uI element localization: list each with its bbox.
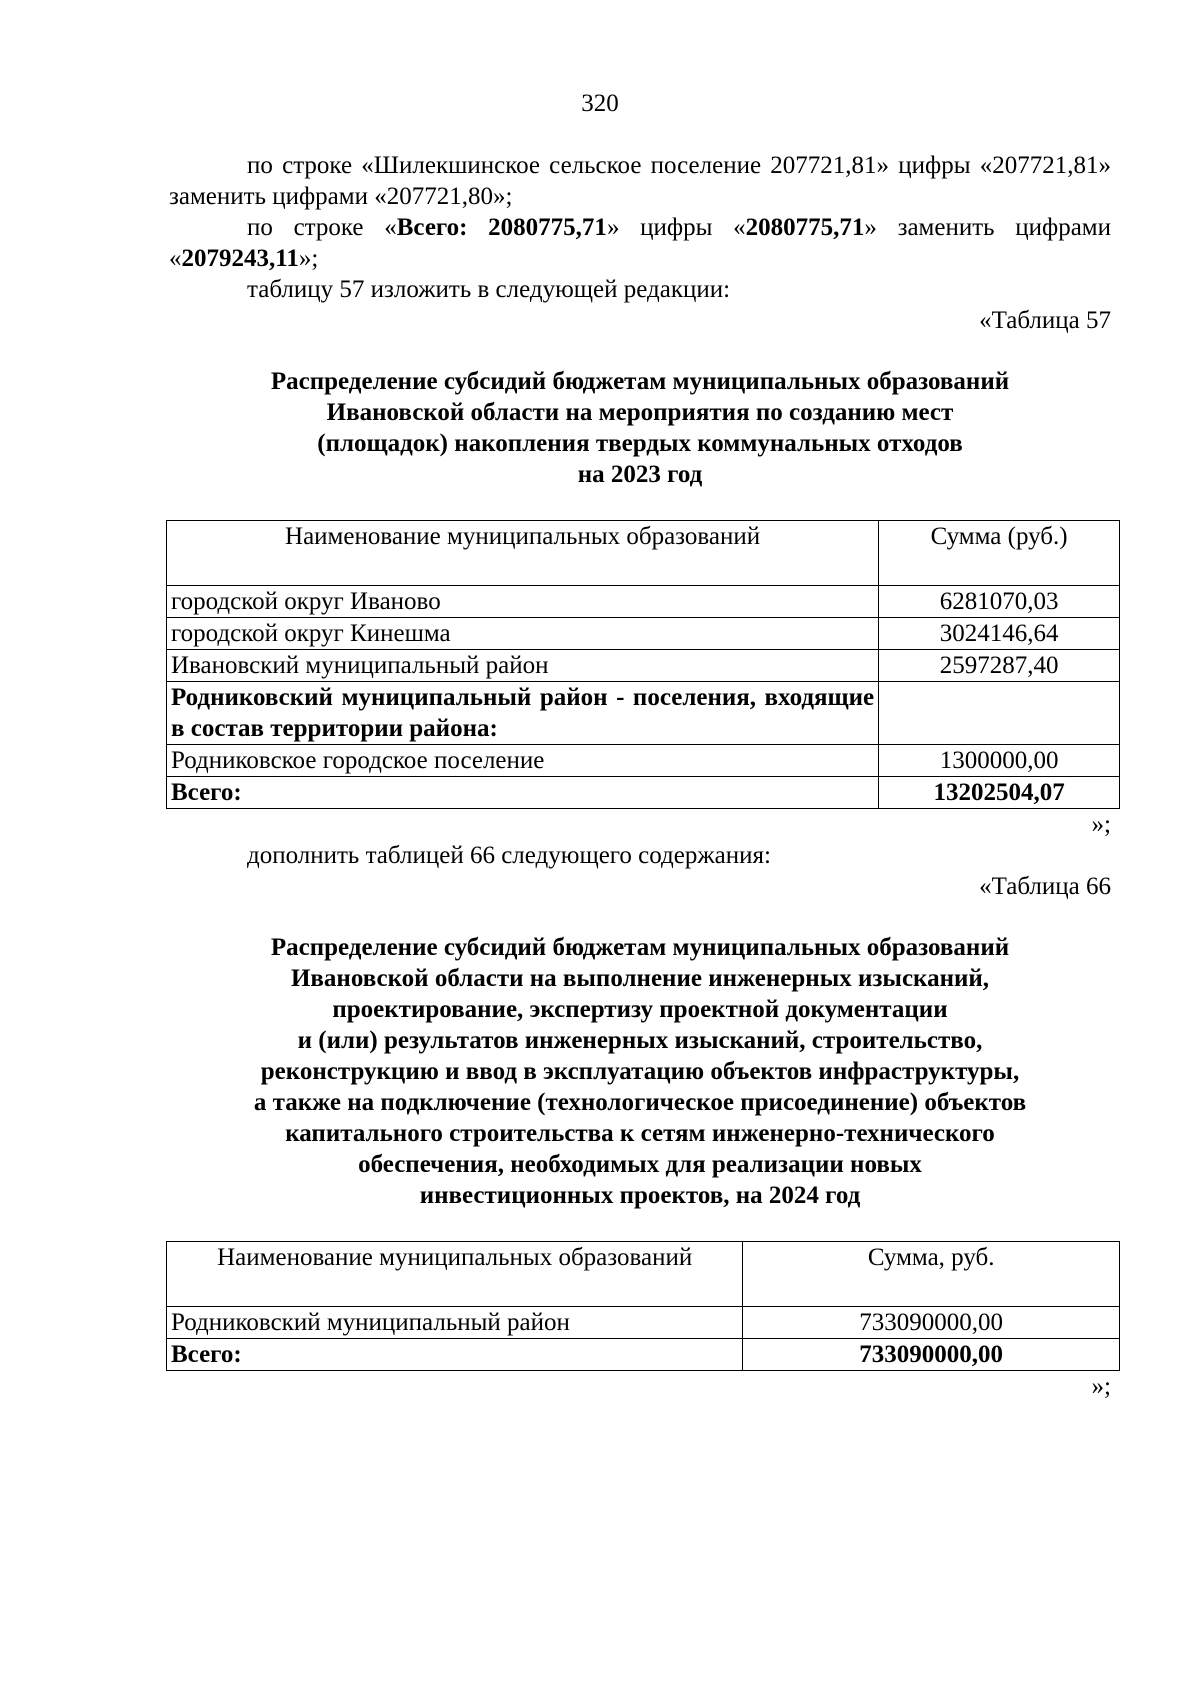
row-name: Ивановский муниципальный район (167, 650, 879, 682)
row-sum (879, 682, 1120, 745)
table-header-row (167, 521, 1120, 586)
paragraph-shilekshinskoe: по строке «Шилекшинское сельское поселение 207721,81» цифры «207721,81» заменить цифрами «207721,80»; (169, 152, 1111, 210)
total-sum: 13202504,07 (879, 777, 1120, 809)
bold-total-old: Всего: 2080775,71 (396, 214, 607, 241)
table66-closing: »; (1091, 1373, 1111, 1400)
row-name: Родниковский муниципальный район - поселения, входящие в состав территории района: (167, 682, 879, 745)
row-sum: 733090000,00 (743, 1307, 1120, 1339)
title-line: инвестиционных проектов, на 2024 год (419, 1182, 861, 1209)
table66-label: «Таблица 66 (979, 873, 1111, 900)
table-total-row (167, 1339, 1120, 1371)
title-line: а также на подключение (технологическое присоединение) объектов (253, 1089, 1027, 1116)
paragraph-table57-intro: таблицу 57 изложить в следующей редакции: (247, 276, 731, 303)
row-name: Родниковский муниципальный район (167, 1307, 743, 1339)
title-line: и (или) результатов инженерных изысканий, строительство, (297, 1027, 983, 1054)
table-row (167, 650, 1120, 682)
title-line: капитального строительства к сетям инженерно-технического (285, 1120, 995, 1147)
page-number: 320 (581, 90, 619, 117)
bold-old-value: 2080775,71 (745, 214, 865, 241)
table-row (167, 745, 1120, 777)
table-row (167, 682, 1120, 745)
row-name: городской округ Кинешма (167, 618, 879, 650)
text-segment: »; (298, 245, 319, 272)
total-label: Всего: (167, 777, 879, 809)
title-line: Распределение субсидий бюджетам муниципальных образований (270, 368, 1010, 395)
table66-title (169, 932, 1111, 1211)
header-sum: Сумма (руб.) (879, 521, 1120, 586)
row-sum: 6281070,03 (879, 586, 1120, 618)
row-name: городской округ Иваново (167, 586, 879, 618)
title-line: (площадок) накопления твердых коммунальных отходов (317, 430, 963, 457)
title-line: Ивановской области на выполнение инженерных изысканий, (290, 965, 990, 992)
table-header-row (167, 1242, 1120, 1307)
row-sum: 3024146,64 (879, 618, 1120, 650)
text-segment: по строке « (247, 214, 397, 241)
header-sum: Сумма, руб. (743, 1242, 1120, 1307)
title-line: Ивановской области на мероприятия по созданию мест (326, 399, 954, 426)
total-sum: 733090000,00 (743, 1339, 1120, 1371)
table57 (166, 520, 1120, 809)
text-segment: » цифры « (606, 214, 746, 241)
table-row (167, 618, 1120, 650)
title-line: Распределение субсидий бюджетам муниципальных образований (270, 934, 1010, 961)
title-line: реконструкцию и ввод в эксплуатацию объектов инфраструктуры, (260, 1058, 1020, 1085)
row-sum: 2597287,40 (879, 650, 1120, 682)
header-name: Наименование муниципальных образований (167, 1242, 743, 1307)
title-line: обеспечения, необходимых для реализации новых (358, 1151, 922, 1178)
table-total-row (167, 777, 1120, 809)
total-label: Всего: (167, 1339, 743, 1371)
document-body (169, 150, 1111, 1402)
paragraph-total-replace (169, 212, 1111, 274)
table57-label: «Таблица 57 (979, 307, 1111, 334)
table-row (167, 586, 1120, 618)
title-line: проектирование, экспертизу проектной документации (332, 996, 948, 1023)
title-line: на 2023 год (577, 461, 703, 488)
table57-title (169, 366, 1111, 490)
text-segment: » заменить цифрами « (169, 214, 1111, 272)
table66 (166, 1241, 1120, 1371)
table-row (167, 1307, 1120, 1339)
bold-new-value: 2079243,11 (181, 245, 299, 272)
row-name: Родниковское городское поселение (167, 745, 879, 777)
row-sum: 1300000,00 (879, 745, 1120, 777)
table57-closing: »; (1091, 811, 1111, 838)
paragraph-table66-intro: дополнить таблицей 66 следующего содержания: (247, 842, 771, 869)
header-name: Наименование муниципальных образований (167, 521, 879, 586)
